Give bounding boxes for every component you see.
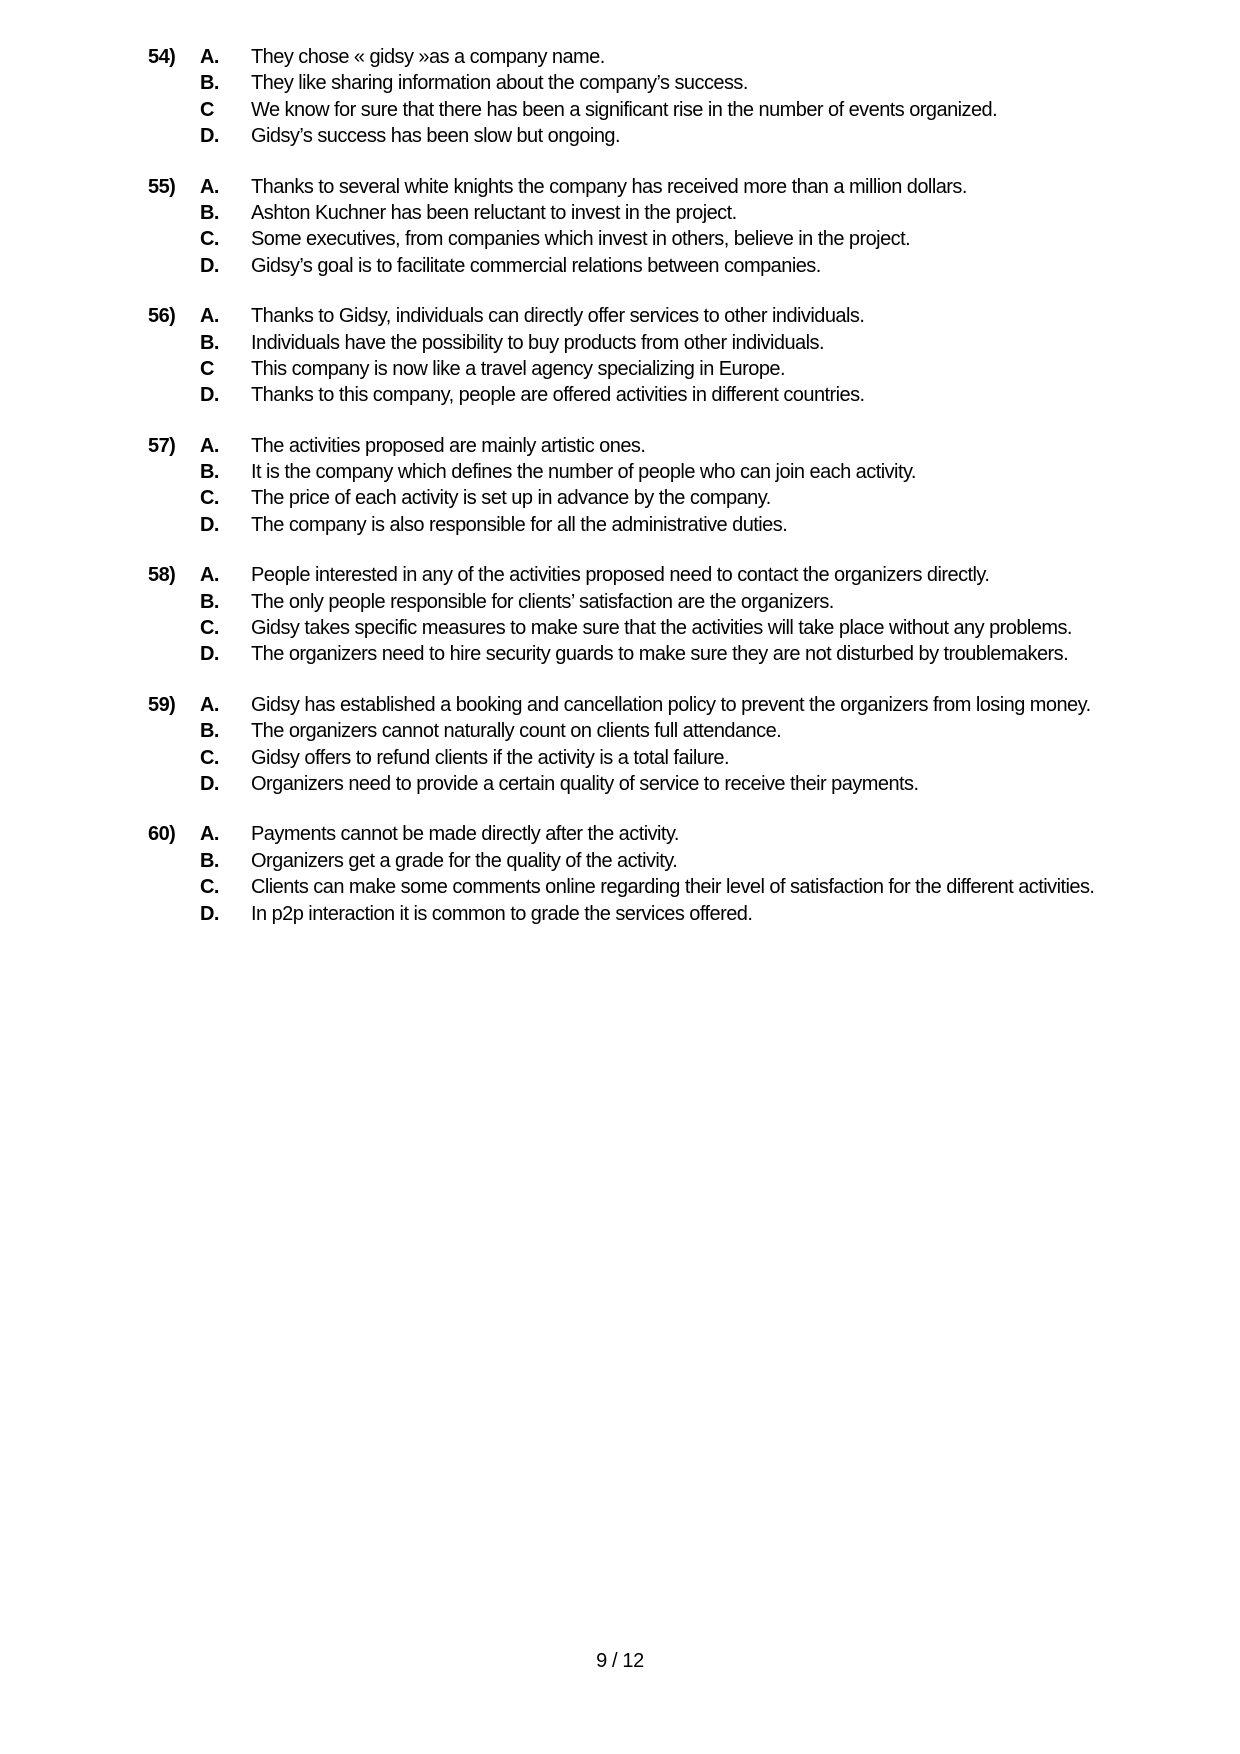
option-text: Thanks to Gidsy, individuals can directly offer services to other individuals. bbox=[251, 305, 865, 328]
option-text: Gidsy has established a booking and cancellation policy to prevent the organizers from losing money. bbox=[251, 693, 1091, 716]
option-letter: C. bbox=[200, 487, 219, 510]
option-letter: C. bbox=[200, 228, 219, 251]
option-text: Gidsy offers to refund clients if the activity is a total failure. bbox=[251, 746, 730, 769]
option-text: The activities proposed are mainly artistic ones. bbox=[251, 434, 646, 457]
option-text: Thanks to this company, people are offered activities in different countries. bbox=[251, 384, 865, 407]
option-row bbox=[0, 562, 1240, 588]
option-row bbox=[0, 459, 1240, 485]
option-letter: D. bbox=[200, 772, 219, 795]
question-number: 57) bbox=[148, 434, 176, 457]
option-letter: C. bbox=[200, 746, 219, 769]
option-letter: D. bbox=[200, 513, 219, 536]
option-row bbox=[0, 123, 1240, 149]
question-54 bbox=[0, 44, 1240, 150]
option-letter: B. bbox=[200, 201, 219, 224]
option-letter: B. bbox=[200, 72, 219, 95]
option-text: Individuals have the possibility to buy products from other individuals. bbox=[251, 331, 824, 354]
option-row bbox=[0, 874, 1240, 900]
option-text: The only people responsible for clients’ satisfaction are the organizers. bbox=[251, 590, 834, 613]
option-letter: C. bbox=[200, 617, 219, 640]
question-number: 58) bbox=[148, 564, 176, 587]
option-letter: D. bbox=[200, 125, 219, 148]
option-row bbox=[0, 848, 1240, 874]
option-row bbox=[0, 615, 1240, 641]
option-text: This company is now like a travel agency specializing in Europe. bbox=[251, 357, 785, 380]
option-letter: D. bbox=[200, 384, 219, 407]
option-row bbox=[0, 485, 1240, 511]
question-56 bbox=[0, 303, 1240, 409]
option-text: The organizers need to hire security guards to make sure they are not disturbed by troublemakers. bbox=[251, 643, 1069, 666]
question-number: 55) bbox=[148, 175, 176, 198]
option-letter: A. bbox=[200, 46, 219, 68]
option-text: Thanks to several white knights the company has received more than a million dollars. bbox=[251, 175, 967, 198]
option-text: People interested in any of the activities proposed need to contact the organizers directly. bbox=[251, 564, 990, 587]
option-row bbox=[0, 718, 1240, 744]
option-text: They chose « gidsy »as a company name. bbox=[251, 46, 605, 68]
option-row bbox=[0, 70, 1240, 96]
option-letter: B. bbox=[200, 331, 219, 354]
option-letter: D. bbox=[200, 254, 219, 277]
option-row bbox=[0, 200, 1240, 226]
question-57 bbox=[0, 433, 1240, 539]
option-row bbox=[0, 253, 1240, 279]
option-text: Gidsy’s goal is to facilitate commercial relations between companies. bbox=[251, 254, 821, 277]
option-row bbox=[0, 303, 1240, 329]
option-letter: C bbox=[200, 357, 214, 380]
option-letter: A. bbox=[200, 305, 219, 328]
option-row bbox=[0, 641, 1240, 667]
option-row bbox=[0, 745, 1240, 771]
question-number: 59) bbox=[148, 693, 176, 716]
option-letter: A. bbox=[200, 693, 219, 716]
option-row bbox=[0, 771, 1240, 797]
option-text: Clients can make some comments online regarding their level of satisfaction for the different activities. bbox=[251, 876, 1095, 899]
option-row bbox=[0, 382, 1240, 408]
option-letter: D. bbox=[200, 643, 219, 666]
option-text: They like sharing information about the company’s success. bbox=[251, 72, 748, 95]
option-text: Gidsy takes specific measures to make sure that the activities will take place without any problems. bbox=[251, 617, 1072, 640]
question-number: 60) bbox=[148, 823, 176, 846]
option-text: In p2p interaction it is common to grade the services offered. bbox=[251, 902, 753, 925]
option-text: Organizers get a grade for the quality of the activity. bbox=[251, 849, 678, 872]
option-letter: D. bbox=[200, 902, 219, 925]
option-letter: A. bbox=[200, 564, 219, 587]
option-text: Gidsy’s success has been slow but ongoing. bbox=[251, 125, 620, 148]
option-letter: A. bbox=[200, 175, 219, 198]
option-row bbox=[0, 330, 1240, 356]
option-letter: C. bbox=[200, 876, 219, 899]
option-text: The organizers cannot naturally count on clients full attendance. bbox=[251, 720, 782, 743]
option-text: The company is also responsible for all the administrative duties. bbox=[251, 513, 788, 536]
option-text: We know for sure that there has been a significant rise in the number of events organized. bbox=[251, 98, 998, 121]
option-text: Organizers need to provide a certain quality of service to receive their payments. bbox=[251, 772, 919, 795]
option-letter: B. bbox=[200, 461, 219, 484]
option-row bbox=[0, 901, 1240, 927]
option-letter: B. bbox=[200, 849, 219, 872]
option-text: Ashton Kuchner has been reluctant to invest in the project. bbox=[251, 201, 737, 224]
option-letter: A. bbox=[200, 434, 219, 457]
option-row bbox=[0, 97, 1240, 123]
option-letter: B. bbox=[200, 720, 219, 743]
option-row bbox=[0, 174, 1240, 200]
option-row bbox=[0, 44, 1240, 70]
option-row bbox=[0, 589, 1240, 615]
question-list bbox=[0, 44, 1240, 951]
question-58 bbox=[0, 562, 1240, 668]
question-55 bbox=[0, 174, 1240, 280]
option-text: It is the company which defines the number of people who can join each activity. bbox=[251, 461, 916, 484]
option-letter: A. bbox=[200, 823, 219, 846]
option-row bbox=[0, 512, 1240, 538]
option-letter: B. bbox=[200, 590, 219, 613]
option-row bbox=[0, 692, 1240, 718]
question-59 bbox=[0, 692, 1240, 798]
option-row bbox=[0, 433, 1240, 459]
question-number: 54) bbox=[148, 46, 176, 68]
option-row bbox=[0, 226, 1240, 252]
page-number: 9 / 12 bbox=[596, 1650, 644, 1672]
question-60 bbox=[0, 821, 1240, 927]
option-text: The price of each activity is set up in advance by the company. bbox=[251, 487, 771, 510]
option-text: Some executives, from companies which invest in others, believe in the project. bbox=[251, 228, 911, 251]
question-number: 56) bbox=[148, 305, 176, 328]
option-text: Payments cannot be made directly after the activity. bbox=[251, 823, 679, 846]
option-row bbox=[0, 356, 1240, 382]
option-letter: C bbox=[200, 98, 214, 121]
option-row bbox=[0, 821, 1240, 847]
